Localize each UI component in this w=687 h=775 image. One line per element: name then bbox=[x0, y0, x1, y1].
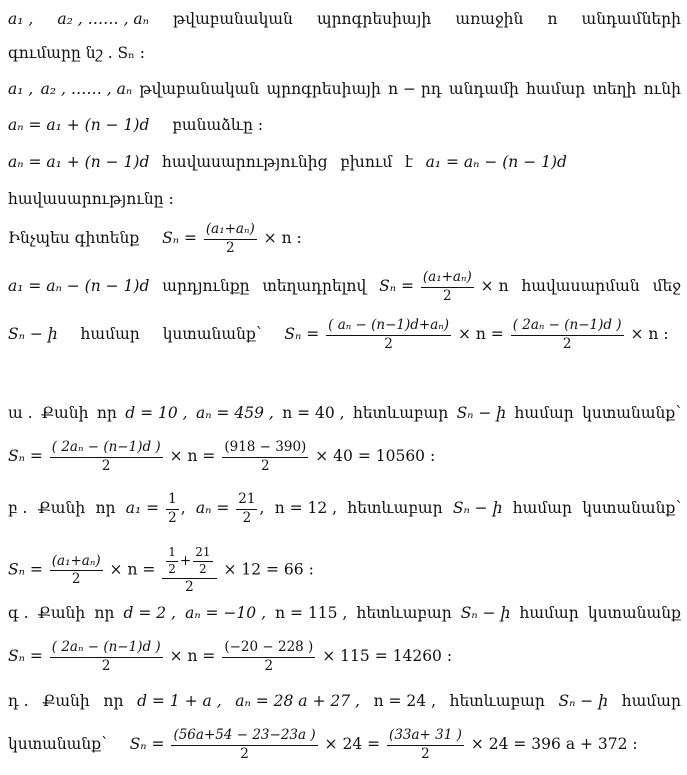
text: n = 12 , bbox=[274, 499, 338, 518]
text: կստանանք՝ bbox=[162, 325, 262, 344]
text: է bbox=[405, 153, 413, 171]
line-5 bbox=[8, 153, 567, 171]
text: համար bbox=[519, 604, 579, 622]
part-d-formula bbox=[8, 728, 681, 762]
text: բխում bbox=[340, 153, 393, 171]
text: կստանանք՝ bbox=[582, 404, 681, 422]
text: պրոգրեսիայի bbox=[317, 10, 432, 28]
formula: aₙ = a₁ + (n − 1)d bbox=[8, 153, 150, 171]
text: Sₙ − ի bbox=[558, 692, 609, 710]
text: թվաբանական bbox=[139, 80, 260, 98]
text: Քանի bbox=[37, 499, 86, 518]
text: n = 40 , bbox=[282, 404, 345, 422]
text: անդամների bbox=[581, 10, 681, 28]
text: տեղի bbox=[592, 80, 637, 98]
line-3 bbox=[8, 80, 681, 98]
formula: a₁ = aₙ − (n − 1)d bbox=[425, 153, 567, 171]
fraction: $\frac{1}{2}$ bbox=[168, 491, 177, 526]
fraction: $\frac{(918 - 390)}{2}$ bbox=[224, 439, 307, 474]
part-b-line: բ . Քանի որ a₁ = $\frac{1}{2}$ , aₙ = $\frac{21}{2}$ , n = 12 , հետևաբար Sₙ − ի համար կստանանք՝ bbox=[8, 491, 681, 526]
text: առաջին bbox=[455, 10, 524, 28]
formula: Sₙ = bbox=[8, 560, 43, 579]
text: համար bbox=[80, 325, 140, 344]
text: n bbox=[547, 10, 558, 28]
formula: aₙ = a₁ + (n − 1)d bbox=[8, 116, 150, 134]
formula: aₙ = bbox=[195, 499, 230, 518]
text: a₁ , bbox=[8, 80, 34, 98]
text: Քանի bbox=[40, 404, 89, 422]
text: համար bbox=[514, 404, 574, 422]
part-a-line bbox=[8, 404, 681, 422]
fraction: $\frac{\text{( 2aₙ − (n−1)d )}}{2}$ bbox=[51, 439, 161, 474]
text: Sₙ − ի bbox=[452, 499, 503, 518]
line-8 bbox=[8, 270, 681, 304]
formula: a₁ = aₙ − (n − 1)d bbox=[8, 277, 150, 296]
text: n = 115 , bbox=[275, 604, 348, 622]
text: որ bbox=[94, 604, 115, 622]
formula: Sₙ = bbox=[379, 277, 414, 296]
text: × n : bbox=[263, 229, 302, 248]
formula: d = 1 + a , bbox=[137, 692, 222, 710]
text: բանաձևը : bbox=[172, 116, 264, 134]
text: պրոգրեսիայի bbox=[266, 80, 381, 98]
text: հետևաբար bbox=[449, 692, 545, 710]
text: Sₙ − ի bbox=[8, 325, 58, 344]
fraction: $\frac{\text{( 2aₙ − (n−1)d )}}{2}$ bbox=[51, 639, 161, 674]
part-b-formula bbox=[8, 546, 681, 595]
line-2: գումարը նշ . Sₙ : bbox=[8, 44, 146, 62]
fraction: $\frac{21}{2}$ bbox=[238, 491, 256, 526]
text: հավասարությունից bbox=[162, 153, 328, 171]
text: × 24 = 396 a + 372 : bbox=[470, 735, 638, 754]
fraction: $\frac{(33a+ 31 )}{2}$ bbox=[389, 727, 462, 762]
part-d-line bbox=[8, 692, 681, 710]
text: a₂ , …… , aₙ bbox=[57, 10, 149, 28]
text: n − րդ bbox=[388, 80, 442, 98]
formula: a₁ = bbox=[125, 499, 160, 518]
text: կստանանք՝ bbox=[8, 735, 107, 754]
formula: Sₙ = bbox=[8, 447, 43, 466]
text: Sₙ − ի bbox=[456, 404, 507, 422]
text: Sₙ − ի bbox=[460, 604, 511, 622]
formula: Sₙ = bbox=[162, 229, 197, 248]
text: × 115 = 14260 : bbox=[322, 647, 453, 666]
formula: aₙ = −10 , bbox=[185, 604, 267, 622]
part-c-line bbox=[8, 604, 681, 622]
formula: d = 10 , bbox=[125, 404, 188, 422]
text: Ինչպես գիտենք bbox=[8, 229, 140, 248]
text: × 40 = 10560 : bbox=[315, 447, 436, 466]
text: հետևաբար bbox=[347, 499, 443, 518]
text: թվաբանական bbox=[173, 10, 293, 28]
formula: aₙ = 459 , bbox=[195, 404, 274, 422]
text: դ . bbox=[8, 692, 29, 710]
fraction: $\frac{(-20 - 228 )}{2}$ bbox=[224, 639, 314, 674]
formula: Sₙ = bbox=[129, 735, 165, 754]
line-9 bbox=[8, 318, 681, 352]
formula: aₙ = 28 a + 27 , bbox=[235, 692, 360, 710]
line-1 bbox=[8, 10, 681, 28]
line-7 bbox=[8, 222, 681, 256]
text: × n = bbox=[109, 560, 156, 579]
fraction: $\frac{1}{2}$ + $\frac{21}{2}$ 2 bbox=[162, 546, 216, 595]
text: մեջ bbox=[652, 277, 681, 296]
text: Քանի bbox=[42, 692, 90, 710]
text: տեղադրելով bbox=[262, 277, 367, 296]
text: n = 24 , bbox=[373, 692, 437, 710]
fraction: $\frac{\text{(a₁+aₙ)}}{2}$ bbox=[205, 221, 255, 256]
formula: Sₙ = bbox=[284, 325, 320, 344]
formula: d = 2 , bbox=[123, 604, 176, 622]
text: համար bbox=[512, 499, 572, 518]
text: որ bbox=[103, 692, 124, 710]
fraction: $\frac{\text{( 2aₙ − (n−1)d )}}{2}$ bbox=[512, 317, 622, 352]
line-6: հավասարությունը : bbox=[8, 190, 174, 208]
text: a₂ , …… , aₙ bbox=[40, 80, 133, 98]
text: կստանանք bbox=[587, 604, 681, 622]
text: համար bbox=[621, 692, 681, 710]
text: Քանի bbox=[37, 604, 86, 622]
text: ա . bbox=[8, 404, 33, 422]
text: արդյունքը bbox=[162, 277, 250, 296]
fraction: $\frac{\text{( aₙ − (n−1)d+aₙ)}}{2}$ bbox=[328, 317, 449, 352]
text: a₁ , bbox=[8, 10, 34, 28]
text: բ . bbox=[8, 499, 28, 518]
text: որ bbox=[96, 404, 117, 422]
text: × n = bbox=[457, 325, 504, 344]
fraction: $\frac{\text{(a₁+aₙ)}}{2}$ bbox=[422, 269, 472, 304]
fraction: $\frac{(56a+54 - 23-23a )}{2}$ bbox=[173, 727, 316, 762]
text: գ . bbox=[8, 604, 29, 622]
text: × n : bbox=[630, 325, 669, 344]
part-c-formula bbox=[8, 640, 681, 674]
text: կստանանք՝ bbox=[582, 499, 681, 518]
text: × 12 = 66 : bbox=[223, 560, 314, 579]
formula: Sₙ = bbox=[8, 647, 43, 666]
part-a-formula bbox=[8, 440, 681, 474]
text: × n = bbox=[169, 447, 216, 466]
text: անդամի bbox=[448, 80, 519, 98]
text: համար bbox=[526, 80, 586, 98]
fraction: $\frac{\text{(a₁+aₙ)}}{2}$ bbox=[51, 552, 101, 588]
text: հավասարման bbox=[521, 277, 640, 296]
text: × n = bbox=[169, 647, 216, 666]
text: × n bbox=[480, 277, 509, 296]
text: որ bbox=[95, 499, 116, 518]
line-4 bbox=[8, 116, 681, 134]
text: ունի bbox=[643, 80, 681, 98]
text: հետևաբար bbox=[356, 604, 452, 622]
text: հետևաբար bbox=[352, 404, 449, 422]
text: × 24 = bbox=[324, 735, 381, 754]
